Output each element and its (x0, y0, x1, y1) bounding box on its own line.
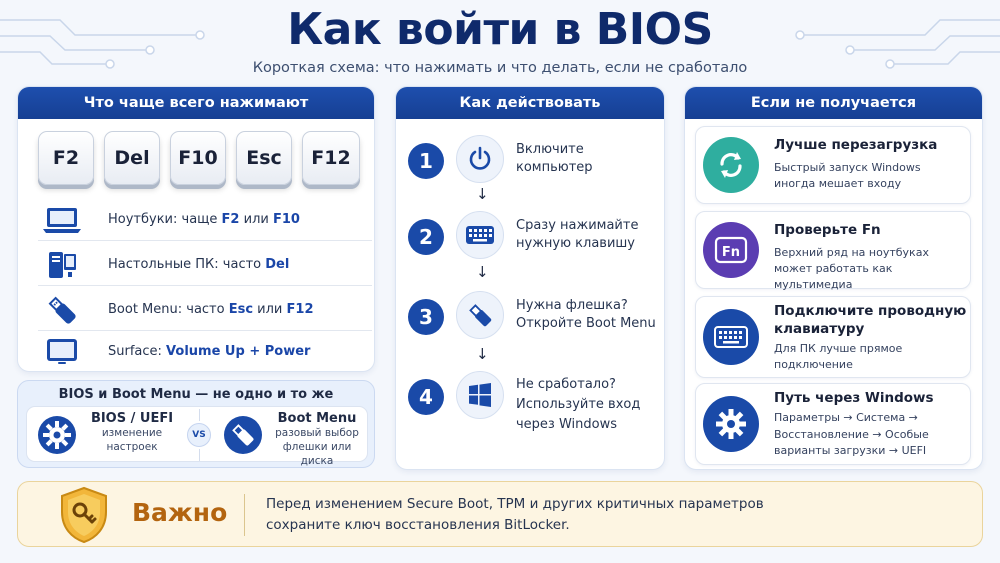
refresh-icon (703, 137, 759, 193)
device-row-boot-menu (38, 289, 372, 331)
bios-uefi-desc-line: изменение (101, 427, 163, 439)
important-notice (17, 481, 983, 547)
keys-panel-title: Что чаще всего нажимают (18, 87, 374, 119)
compare-card (26, 406, 368, 468)
keys-panel (17, 86, 375, 372)
boot-menu-desc-line: разовый выбор (275, 427, 359, 439)
tip-desc: Верхний ряд на ноутбуках может работать как мультимедиа (774, 246, 929, 291)
step-text: Нужна флешка? Откройте Boot Menu (516, 298, 656, 332)
step-text: Сразу нажимайте нужную клавишу (516, 218, 639, 252)
bios-vs-boot-menu-box (17, 380, 375, 468)
step-3 (396, 287, 664, 347)
power-icon (456, 135, 504, 183)
tip-desc: Для ПК лучше прямое подключение (774, 342, 903, 371)
boot-menu-side (265, 411, 369, 467)
step-arrow: ↓ (476, 263, 489, 281)
gear-icon (37, 415, 77, 459)
compare-divider (199, 409, 200, 421)
device-text-boot-menu: Boot Menu: часто Esc или F12 (108, 302, 314, 317)
tips-panel-title: Если не получается (685, 87, 982, 119)
key-f12: F12 (302, 131, 360, 185)
device-text-laptop: Ноутбуки: чаще F2 или F10 (108, 212, 300, 227)
usb-drive-icon (456, 291, 504, 339)
important-label: Важно (132, 498, 228, 527)
device-row-desktop (38, 244, 372, 286)
windows-icon (456, 371, 504, 419)
key-f2: F2 (38, 131, 94, 185)
laptop-icon (38, 205, 86, 235)
steps-panel-title: Как действовать (396, 87, 664, 119)
bios-uefi-side (82, 411, 182, 467)
tip-title: Проверьте Fn (774, 222, 881, 238)
svg-text:Fn: Fn (721, 245, 741, 260)
shield-key-icon (58, 486, 110, 548)
tip-card-windows-path (695, 383, 971, 465)
step-2 (396, 207, 664, 267)
desktop-pc-icon (38, 250, 86, 280)
step-number: 4 (408, 379, 444, 415)
step-text: Не сработало? Используйте вход через Windows (516, 377, 641, 433)
tip-desc: Быстрый запуск Windows иногда мешает входу (774, 161, 921, 190)
device-row-surface (38, 330, 372, 372)
tablet-icon (38, 336, 86, 366)
page-subtitle: Короткая схема: что нажимать и что делать, если не сработало (252, 60, 748, 76)
boot-menu-desc-line: флешки или диска (282, 441, 352, 468)
step-number: 3 (408, 299, 444, 335)
tips-panel (684, 86, 983, 470)
compare-divider (199, 449, 200, 461)
tip-title: Путь через Windows (774, 390, 934, 406)
compare-title: BIOS и Boot Menu — не одно и то же (58, 387, 334, 402)
device-text-surface: Surface: Volume Up + Power (108, 343, 311, 359)
important-divider (244, 494, 245, 536)
step-text: Включите компьютер (516, 142, 593, 176)
tip-card-fn (695, 211, 971, 289)
step-1 (396, 131, 664, 191)
fn-key-icon (703, 222, 759, 278)
step-arrow: ↓ (476, 185, 489, 203)
key-f10: F10 (170, 131, 226, 185)
device-text-desktop: Настольные ПК: часто Del (108, 257, 290, 272)
key-esc: Esc (236, 131, 292, 185)
key-row (18, 119, 374, 185)
key-del: Del (104, 131, 160, 185)
keyboard-icon (456, 211, 504, 259)
boot-menu-title: Boot Menu (277, 411, 357, 426)
step-number: 1 (408, 143, 444, 179)
bios-uefi-desc-line: настроек (106, 441, 158, 454)
bios-uefi-title: BIOS / UEFI (90, 411, 174, 426)
step-4 (396, 367, 664, 433)
tip-card-restart (695, 126, 971, 204)
usb-drive-icon (38, 293, 86, 327)
tip-title: Подключите проводную клавиатуру (774, 303, 967, 337)
page-title: Как войти в BIOS (287, 4, 713, 55)
vs-badge: VS (187, 423, 211, 447)
step-number: 2 (408, 219, 444, 255)
usb-drive-icon (223, 415, 263, 459)
device-row-laptop (38, 199, 372, 241)
tip-title: Лучше перезагрузка (774, 137, 938, 153)
step-arrow: ↓ (476, 345, 489, 363)
tip-desc: Параметры → Система → Восстановление → Особые варианты загрузки → UEFI (774, 411, 929, 457)
keyboard-icon (703, 309, 759, 365)
steps-panel (395, 86, 665, 470)
gear-icon (703, 396, 759, 452)
important-text: Перед изменением Secure Boot, TPM и других критичных параметров сохраните ключ восстановления BitLocker. (266, 496, 764, 533)
tip-card-wired-keyboard (695, 296, 971, 378)
